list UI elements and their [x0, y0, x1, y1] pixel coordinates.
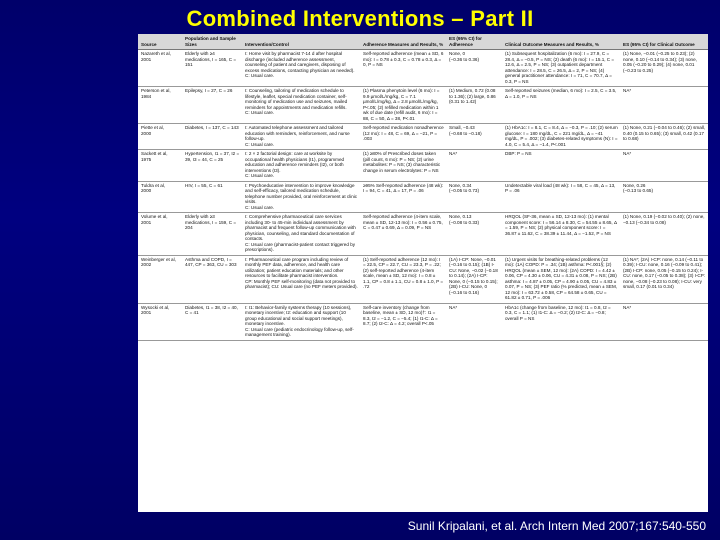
table-cell: I: I1: Behavior-family systems therapy (10 sessions), monetary incentive; I2: education and support (10 group educational and social support meetings), monetary incentive. C: Usual care (pediatric endocrinology follow-up, self-management training).	[242, 303, 360, 340]
table-row	[138, 87, 708, 124]
table-cell: (1) NA*; (2A) I-CP: none, 0.14 (−0.11 to 0.39); I-CU: none, 0.16 (−0.09 to 0.41); (2B) I-CP: none, 0.05 (−0.15 to 0.24); I-CU: none, 0.17 (−0.05 to 0.38); (3) I-CP: none, −0.08 (−0.23 to 0.08); I-CU: very small, 0.17 (0.01 to 0.34)	[620, 255, 708, 303]
table-cell: (1) HbA1c: I = 8.1, C = 8.4, Δ = −0.3, P = .10; (2) serum glucose: I = 180 mg/dL, C = 221 mg/dL, Δ = −41 mg/dL, P = .002; (3) diabetes-related symptoms (N): I = 4.0, C = 5.4, Δ = −1.4, P<.001	[502, 124, 620, 150]
table-row	[138, 124, 708, 150]
table-cell: Volume et al, 2001	[138, 213, 182, 256]
table-cell: Asthma and COPD, I = 447, CP = 363, CU = 303	[182, 255, 242, 303]
table-cell: Hypertension, I1 = 37, I2 = 39, I3 = 44, C = 25	[182, 150, 242, 182]
table-cell: I: Home visit by pharmacist 7-14 d after hospital discharge (included adherence assessment, counseling of patient and caregivers, disposing of excess medications, contacting physician as needed). C: Usual care.	[242, 50, 360, 87]
table-cell: HRQOL (SF-36, mean ± SD, 12-13 mo): (1) mental component score: I = 56.14 ± 8.30, C = 54.55 ± 8.65, Δ = 1.59, P = NS; (2) physical component score: I = 36.87 ± 11.62, C = 38.39 ± 11.44, Δ = −1.52, P = NS	[502, 213, 620, 256]
table-cell: Diabetes, I = 137, C = 143	[182, 124, 242, 150]
table-header-row	[138, 34, 708, 50]
table-cell: None, 0.34 (−0.05 to 0.73)	[446, 181, 502, 213]
table-cell: I: 2 × 2 factorial design: care at worksite by occupational health physicians (I1), programmed education and adherence reminders (I2), or both interventions (I3). C: Usual care.	[242, 150, 360, 182]
header-population: Population and Sample Sizes	[182, 34, 242, 50]
table-cell: (1) None, 0.21 (−0.04 to 0.46); (2) small, 0.40 (0.15 to 0.65); (3) small, 0.42 (0.17 to 0.68)	[620, 124, 708, 150]
table-cell: (1) Subsequent hospitalization (6 mo): I = 27.9, C = 28.4, Δ = −0.5, P = NS; (2) death (6 mo): I = 15.1, C = 12.6, Δ = 2.5, P = NS; (3) outpatient department attendance: I = 28.5, C = 26.5, Δ = 2, P = NS; (4) general practitioner attendance: I = 71, C = 70.7, Δ = 0.3, P = NS	[502, 50, 620, 87]
table-cell: None, 0 (−0.36 to 0.36)	[446, 50, 502, 87]
table-cell: Wysocki et al, 2001	[138, 303, 182, 340]
table-cell: HIV, I = 55, C = 61	[182, 181, 242, 213]
table-cell: Diabetes, I1 = 38, I2 = 40, C = 41	[182, 303, 242, 340]
header-es-adherence: ES (95% CI) for Adherence	[446, 34, 502, 50]
table-cell: None, 0.26 (−0.13 to 0.65)	[620, 181, 708, 213]
header-intervention: Intervention/Control	[242, 34, 360, 50]
table-cell: Elderly with ≥3 medications, I = 159, C = 204	[182, 213, 242, 256]
table-cell: HbA1c (change from baseline, 12 mo): I1 = 0.8, I2 = 0.3, C = 1.1; (1) I1-C: Δ = −0.2; (2) I2-C: Δ = −0.8; overall P = NS	[502, 303, 620, 340]
citation: Sunil Kripalani, et al. Arch Intern Med 2007;167:540-550	[407, 519, 706, 533]
table-cell: Self-reported medication nonadherence (12 mo): I = 48, C = 69, Δ = −21, P = .003	[360, 124, 446, 150]
table-row	[138, 181, 708, 213]
header-adherence-measures: Adherence Measures and Results, %	[360, 34, 446, 50]
table-cell: None, 0.13 (−0.08 to 0.33)	[446, 213, 502, 256]
table-cell: Piette et al, 2000	[138, 124, 182, 150]
table-cell: (1) Urgent visits for breathing-related problems (12 mo): (1A) COPD: P = .34; (1B) asthma: P<.001§; (2) HRQOL (mean ± SEM, 12 mo): (2A) COPD: I = 4.42 ± 0.06, CP = 4.30 ± 0.06, CU = 4.31 ± 0.08, P = NS; (2B) asthma: I = 4.87 ± 0.05, CP = 4.90 ± 0.05, CU = 4.83 ± 0.07, P = NS; (3) PEF ratio (% predicted, mean ± SEM, 12 mo): I = 63.72 ± 0.58, CP = 64.58 ± 0.65, CU = 61.82 ± 0.71, P = .006	[502, 255, 620, 303]
table-cell: Self-reported adherence (4-item scale, mean ± SD, 12-13 mo): I = 0.56 ± 0.75, C = 0.47 ± 0.69, Δ = 0.09, P = NS	[360, 213, 446, 256]
table-cell: I: Counseling, tailoring of medication schedule to lifestyle, leaflet, special medication container, self-monitoring of medication use and seizures, mailed reminders for appointments and medication refills. C: Usual care.	[242, 87, 360, 124]
table-cell: Tuldra et al, 2000	[138, 181, 182, 213]
table-row	[138, 303, 708, 340]
table-cell: Elderly with ≥4 medications, I = 165, C = 151	[182, 50, 242, 87]
table-row	[138, 50, 708, 87]
table-cell: (1A) I-CP: None, −0.01 (−0.16 to 0.15); (1B) I-CU: None, −0.02 (−0.18 to 0.14); (2A) I-CP: None, 0 (−0.15 to 0.15); (2B) I-CU: None, 0 (−0.16 to 0.16)	[446, 255, 502, 303]
table-cell: NA*	[620, 87, 708, 124]
table-row	[138, 255, 708, 303]
table-cell: Self-reported seizures (median, 6 mo): I = 2.5, C = 3.5, Δ = 1.0, P = NS	[502, 87, 620, 124]
table-image	[138, 34, 708, 512]
table-cell: Self-care inventory (change from baseline, mean ± SD, 12 mo)†: I1 = 8.3, I2 = −1.2, C = −5.4; (1) I1-C: Δ = 8.7; (2) I2-C: Δ = 4.2; overall P<.05	[360, 303, 446, 340]
table-cell: ≥95% Self-reported adherence (48 wk): I = 94, C = 41, Δ = 17, P = .06	[360, 181, 446, 213]
table-row	[138, 150, 708, 182]
header-source: Source	[138, 34, 182, 50]
table-cell: I: Automated telephone assessment and tailored education with reminders, reinforcement, and nurse follow-up. C: Usual care.	[242, 124, 360, 150]
table-cell: Epilepsy, I = 27, C = 26	[182, 87, 242, 124]
header-es-clinical: ES (95% CI) for Clinical Outcome	[620, 34, 708, 50]
table-cell: Small, −0.43 (−0.68 to −0.18)	[446, 124, 502, 150]
table-cell: (1) None, 0.19 (−0.02 to 0.40); (2) none, −0.13 (−0.34 to 0.08)	[620, 213, 708, 256]
table-cell: (1) None, −0.01 (−0.25 to 0.23); (2) none, 0.10 (−0.14 to 0.34); (3) none, 0.05 (−0.20 to 0.29); (4) none, 0.01 (−0.23 to 0.25)	[620, 50, 708, 87]
header-clinical-outcome: Clinical Outcome Measures and Results, %	[502, 34, 620, 50]
table-cell: (1) ≥80% of Prescribed doses taken (pill count, 6 mo): P = NS; (2) urine metabolites: P = NS; (3) characteristic change in serum electrolytes: P = NS	[360, 150, 446, 182]
table-cell: DBP: P = NS	[502, 150, 620, 182]
table-cell: NA*	[446, 303, 502, 340]
table-cell: NA*	[446, 150, 502, 182]
slide-title: Combined Interventions – Part II	[186, 6, 534, 31]
table-cell: Weinberger et al, 2002	[138, 255, 182, 303]
table-cell: Nazareth et al, 2001	[138, 50, 182, 87]
table-cell: Undetectable viral load (48 wk): I = 58, C = 45, Δ = 13, P = .06	[502, 181, 620, 213]
table-cell: I: Psychoeducative intervention to improve knowledge and self-efficacy, tailored medication schedule, telephone number provided, oral reinforcement at clinic visits. C: Usual care.	[242, 181, 360, 213]
table-row	[138, 213, 708, 256]
interventions-table	[138, 34, 708, 341]
table-cell: (1) Plasma phenytoin level (6 mo): I = 9.9 µmol/L/mg/kg, C = 7.1 µmol/L/mg/kg, Δ = 2.8 µmol/L/mg/kg, P<.05; (2) refilled medication within 1 wk of due date (refill audit, 6 mo): I = 88, C = 50, Δ = 38, P<.01	[360, 87, 446, 124]
table-cell: (1) Medium, 0.72 (0.08 to 1.36); (2) large, 0.86 (0.31 to 1.42)	[446, 87, 502, 124]
table-cell: Self-reported adherence (mean ± SD, 6 mo): I = 0.78 ± 0.3, C = 0.78 ± 0.3, Δ = 0, P = NS	[360, 50, 446, 87]
table-cell: (1) Self-reported adherence (12 mo): I = 22.5, CP = 22.7, CU = 23.3, P = .22; (2) self-reported adherence (4-item scale, mean ± SD, 12 mo): I = 0.8 ± 1.1, CP = 0.8 ± 1.1, CU = 0.8 ± 1.0, P = .72	[360, 255, 446, 303]
table-cell: Sackett et al, 1975	[138, 150, 182, 182]
table-cell: I: Comprehensive pharmaceutical care services including 30- to 45-min individual assessment by pharmacist and frequent follow-up communication with physician, counseling, and standard documentation of contacts. C: Usual care (pharmacist-patient contact triggered by prescriptions).	[242, 213, 360, 256]
table-cell: Peterson et al, 1984	[138, 87, 182, 124]
table-cell: I: Pharmaceutical care program including review of monthly PEF data, adherence, and health care utilization; patient education materials; and other resources to facilitate pharmacist intervention. CP: Monthly PEF self-monitoring (data not provided to pharmacist); CU: Usual care (no PEF meters provided).	[242, 255, 360, 303]
table-cell: NA*	[620, 303, 708, 340]
table-cell: NA*	[620, 150, 708, 182]
